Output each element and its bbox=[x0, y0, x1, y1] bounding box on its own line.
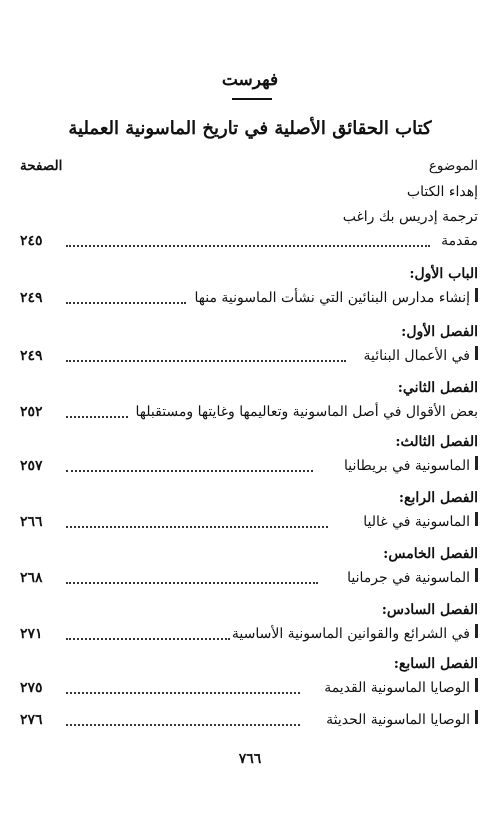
toc-entry-text: في الأعمال البنائية bbox=[363, 348, 470, 364]
section-heading bbox=[20, 324, 478, 346]
section-heading-text: الفصل السادس: bbox=[381, 602, 478, 618]
toc-entry bbox=[20, 290, 478, 312]
toc-entry-translator bbox=[20, 209, 478, 231]
dot-leader bbox=[66, 241, 430, 247]
section-heading bbox=[20, 602, 478, 624]
dot-leader bbox=[66, 720, 300, 726]
toc-entry-page: ٢٤٥ bbox=[20, 233, 43, 249]
column-header-page: الصفحة bbox=[20, 158, 63, 174]
column-header-subject: الموضوع bbox=[428, 158, 478, 174]
toc-entry bbox=[20, 626, 478, 648]
page-number: ٧٦٦ bbox=[238, 751, 262, 767]
dot-leader bbox=[66, 356, 346, 362]
dot-leader bbox=[66, 298, 186, 304]
section-heading-text: الفصل الثالث: bbox=[395, 434, 478, 450]
dot-leader bbox=[66, 466, 313, 472]
dot-leader bbox=[66, 688, 300, 694]
toc-entry bbox=[20, 680, 478, 702]
toc-entry bbox=[20, 514, 478, 536]
section-heading-text: الباب الأول: bbox=[409, 266, 478, 282]
toc-entry-text: بعض الأقوال في أصل الماسونية وتعاليمها وغايتها ومستقبلها bbox=[135, 404, 478, 420]
column-header-row bbox=[20, 158, 478, 180]
toc-entry-text: إهداء الكتاب bbox=[406, 184, 478, 200]
toc-entry bbox=[20, 712, 478, 734]
section-heading-text: الفصل الأول: bbox=[401, 324, 478, 340]
toc-entry-text: الماسونية في غاليا bbox=[363, 514, 470, 530]
toc-entry-dedication bbox=[20, 184, 478, 206]
toc-entry-page: ٢٦٦ bbox=[20, 514, 43, 530]
toc-entry-text: الوصايا الماسونية الحديثة bbox=[326, 712, 470, 728]
section-heading bbox=[20, 546, 478, 568]
toc-entry-text: الماسونية في جرمانيا bbox=[347, 570, 470, 586]
title-underline bbox=[232, 98, 272, 100]
toc-entry bbox=[20, 404, 478, 426]
section-heading bbox=[20, 490, 478, 512]
toc-entry-page: ٢٥٢ bbox=[20, 404, 43, 420]
toc-entry-text: ترجمة إدريس بك راغب bbox=[342, 209, 478, 225]
toc-entry-page: ٢٤٩ bbox=[20, 348, 43, 364]
entry-bar bbox=[475, 288, 478, 302]
toc-entry-text: في الشرائع والقوانين الماسونية الأساسية bbox=[231, 626, 470, 642]
entry-bar bbox=[475, 678, 478, 692]
section-heading bbox=[20, 656, 478, 678]
dot-leader bbox=[66, 578, 318, 584]
toc-entry-page: ٢٤٩ bbox=[20, 290, 43, 306]
section-heading-text: الفصل الرابع: bbox=[398, 490, 478, 506]
toc-entry-text: مقدمة bbox=[441, 233, 478, 249]
toc-entry-text: إنشاء مدارس البنائين التي نشأت الماسونية منها bbox=[194, 290, 470, 306]
toc-entry-page: ٢٥٧ bbox=[20, 458, 43, 474]
section-heading-text: الفصل الخامس: bbox=[383, 546, 478, 562]
section-heading-text: الفصل السابع: bbox=[393, 656, 478, 672]
toc-entry bbox=[20, 458, 478, 480]
book-title: كتاب الحقائق الأصلية في تاريخ الماسونية العملية bbox=[68, 118, 432, 139]
entry-bar bbox=[475, 346, 478, 360]
entry-bar bbox=[475, 624, 478, 638]
toc-entry-introduction bbox=[20, 233, 478, 255]
toc-entry-page: ٢٧١ bbox=[20, 626, 43, 642]
dot-leader bbox=[66, 634, 230, 640]
dot-leader bbox=[66, 522, 328, 528]
page-title: فهرست bbox=[221, 70, 279, 90]
toc-entry-text: الوصايا الماسونية القديمة bbox=[324, 680, 470, 696]
entry-bar bbox=[475, 512, 478, 526]
entry-bar bbox=[475, 710, 478, 724]
toc-entry-page: ٢٧٦ bbox=[20, 712, 43, 728]
section-heading bbox=[20, 434, 478, 456]
toc-entry bbox=[20, 570, 478, 592]
toc-entry-text: الماسونية في بريطانيا bbox=[343, 458, 470, 474]
section-heading bbox=[20, 380, 478, 402]
toc-entry-page: ٢٦٨ bbox=[20, 570, 43, 586]
entry-bar bbox=[475, 456, 478, 470]
toc-entry-page: ٢٧٥ bbox=[20, 680, 43, 696]
dot-leader bbox=[66, 412, 128, 418]
section-heading-text: الفصل الثاني: bbox=[397, 380, 478, 396]
toc-entry bbox=[20, 348, 478, 370]
section-heading bbox=[20, 266, 478, 288]
entry-bar bbox=[475, 568, 478, 582]
